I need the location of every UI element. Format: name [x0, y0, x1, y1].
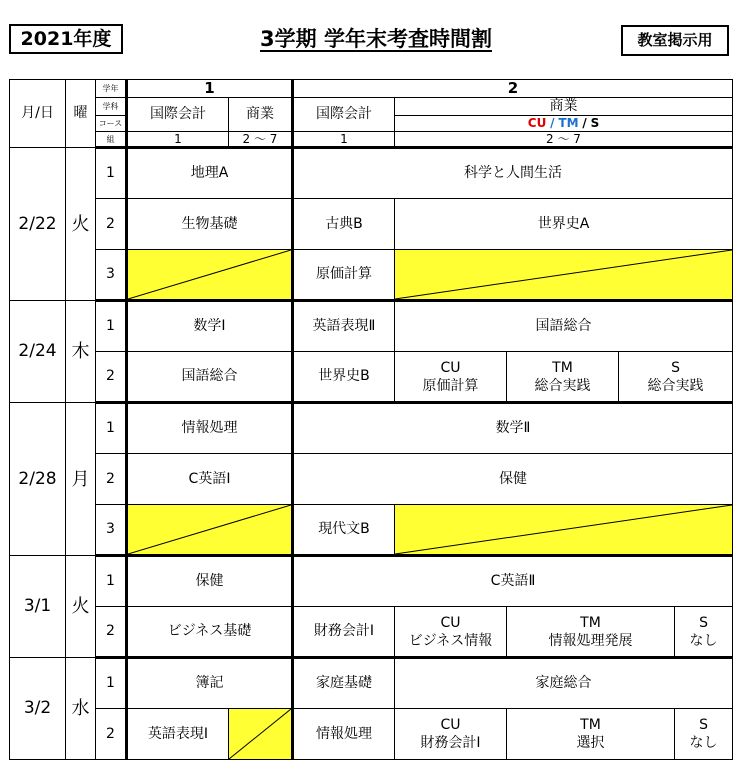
class-g1-kokusai: 1 [127, 132, 229, 148]
exam-date: 2/24 [10, 301, 66, 403]
course-subject: 選択 [576, 735, 605, 751]
class-g2-kokusai: 1 [293, 132, 395, 148]
exam-weekday: 火 [66, 148, 96, 301]
cu-course-cell [395, 709, 507, 760]
no-exam-cell [229, 709, 293, 760]
grade1-subject: C英語Ⅰ [127, 454, 293, 505]
period-number: 1 [96, 403, 127, 454]
tm-course-cell [507, 709, 675, 760]
course-subject: 総合実践 [647, 377, 704, 394]
course-name: TM [552, 359, 573, 376]
g2-kokusai-subject: 世界史B [293, 352, 395, 403]
grade1-subject: 数学Ⅰ [127, 301, 293, 352]
no-exam-slash [229, 709, 291, 759]
period-number: 1 [96, 658, 127, 709]
grade1-subject: 生物基礎 [127, 199, 293, 250]
period-number: 3 [96, 505, 127, 556]
g1-kokusai-header: 国際会計 [127, 98, 229, 132]
no-exam-cell [127, 250, 293, 301]
cu-course-cell [395, 607, 507, 658]
month-day-header: 月/日 [10, 80, 66, 148]
grade1-subject: 保健 [127, 556, 293, 607]
course-cu: CU [527, 116, 547, 130]
grade1-subject: 国語総合 [127, 352, 293, 403]
g2-kokusai-subject: 家庭基礎 [293, 658, 395, 709]
period-number: 2 [96, 199, 127, 250]
grade1-subject: 簿記 [127, 658, 293, 709]
s-course-cell [619, 352, 733, 403]
course-label: コース [96, 116, 127, 132]
grade2-subject: C英語Ⅱ [293, 556, 733, 607]
period-number: 1 [96, 148, 127, 199]
course-s: S [590, 116, 600, 130]
grade2-subject: 保健 [293, 454, 733, 505]
period-number: 1 [96, 301, 127, 352]
course-name: TM [580, 717, 601, 733]
course-name: CU [440, 614, 461, 631]
g2-kokusai-header: 国際会計 [293, 98, 395, 132]
no-exam-slash [128, 505, 291, 554]
g2-kokusai-subject: 英語表現Ⅱ [293, 301, 395, 352]
exam-weekday: 火 [66, 556, 96, 658]
no-exam-slash [395, 505, 732, 554]
s-course-cell [675, 709, 733, 760]
g2-kokusai-subject: 古典B [293, 199, 395, 250]
grade1-subject: ビジネス基礎 [127, 607, 293, 658]
tm-course-cell [507, 352, 619, 403]
page-title: 3学期 学年末考査時間割 [260, 27, 492, 51]
period-number: 2 [96, 454, 127, 505]
course-subject: 総合実践 [534, 377, 591, 394]
course-subject: なし [689, 735, 718, 751]
no-exam-cell [395, 250, 733, 301]
grade-2-header: 2 [293, 80, 733, 98]
course-subject: 原価計算 [422, 377, 479, 394]
exam-date: 2/22 [10, 148, 66, 301]
period-number: 2 [96, 352, 127, 403]
g2-shogyo-subject: 国語総合 [395, 301, 733, 352]
course-header [395, 116, 733, 132]
g2-kokusai-subject: 財務会計Ⅰ [293, 607, 395, 658]
grade1-subject: 地理A [127, 148, 293, 199]
course-name: TM [580, 614, 601, 631]
course-name: S [699, 717, 708, 733]
course-name: CU [440, 359, 461, 376]
no-exam-slash [128, 250, 291, 299]
period-number: 2 [96, 607, 127, 658]
course-name: S [671, 359, 680, 376]
exam-date: 3/1 [10, 556, 66, 658]
class-label: 組 [96, 132, 127, 148]
exam-weekday: 月 [66, 403, 96, 556]
exam-date: 2/28 [10, 403, 66, 556]
grade-label: 学年 [96, 80, 127, 98]
g1-kokusai-subject: 英語表現Ⅰ [127, 709, 229, 760]
exam-weekday: 木 [66, 301, 96, 403]
cu-course-cell [395, 352, 507, 403]
grade2-subject: 科学と人間生活 [293, 148, 733, 199]
no-exam-slash [395, 250, 732, 299]
tm-course-cell [507, 607, 675, 658]
g2-shogyo-subject: 家庭総合 [395, 658, 733, 709]
course-subject: なし [689, 632, 718, 649]
school-year: 2021年度 [9, 24, 123, 54]
g2-kokusai-subject: 情報処理 [293, 709, 395, 760]
grade-1-header: 1 [127, 80, 293, 98]
g2-kokusai-subject: 原価計算 [293, 250, 395, 301]
period-number: 1 [96, 556, 127, 607]
g2-shogyo-header: 商業 [395, 98, 733, 116]
course-subject: 情報処理発展 [548, 632, 633, 649]
course-name: CU [440, 717, 461, 733]
period-number: 3 [96, 250, 127, 301]
g2-shogyo-subject: 世界史A [395, 199, 733, 250]
g1-shogyo-header: 商業 [229, 98, 293, 132]
s-course-cell [675, 607, 733, 658]
course-name: S [699, 614, 708, 631]
no-exam-cell [395, 505, 733, 556]
course-tm: TM [558, 116, 579, 130]
exam-date: 3/2 [10, 658, 66, 760]
class-g2-shogyo: 2 ～ 7 [395, 132, 733, 148]
no-exam-cell [127, 505, 293, 556]
notice-label: 教室掲示用 [621, 25, 729, 56]
course-subject: ビジネス情報 [408, 632, 493, 649]
weekday-header: 曜 [66, 80, 96, 148]
exam-weekday: 水 [66, 658, 96, 760]
class-g1-shogyo: 2 ～ 7 [229, 132, 293, 148]
course-sep: / [582, 116, 587, 130]
g2-kokusai-subject: 現代文B [293, 505, 395, 556]
period-number: 2 [96, 709, 127, 760]
dept-label: 学科 [96, 98, 127, 116]
exam-timetable [9, 79, 733, 760]
grade2-subject: 数学Ⅱ [293, 403, 733, 454]
grade1-subject: 情報処理 [127, 403, 293, 454]
course-sep: / [550, 116, 555, 130]
course-subject: 財務会計Ⅰ [420, 735, 481, 751]
